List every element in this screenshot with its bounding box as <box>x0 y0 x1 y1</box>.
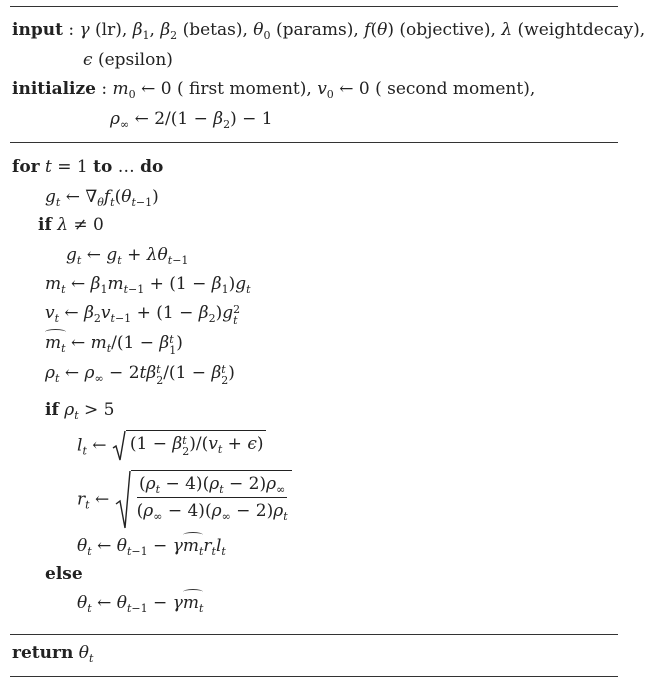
input-keyword: input <box>12 20 63 40</box>
weightdecay-label: (weightdecay), <box>517 20 646 40</box>
first-moment-label: ( first moment), <box>176 79 312 99</box>
betas-label: (betas) <box>182 20 243 40</box>
epsilon-line: ϵ (epsilon) <box>83 50 173 70</box>
return-line: return $\theta_t$ <box>12 643 94 665</box>
initialize-keyword: initialize <box>12 79 96 99</box>
first-moment-update: $m_t$ ← $\beta_1m_{t-1} + (1 - \beta_1)g_t$ <box>45 274 251 296</box>
if-keyword: if <box>38 215 52 235</box>
if-lambda-line: if λ ≠ 0 <box>38 215 104 235</box>
if-rho-line: if $\rho_t > 5$ <box>45 400 115 422</box>
if-rho-keyword: if <box>45 400 59 420</box>
weight-decay-line: $g_t$ ← $g_t + \lambda\theta_{t-1}$ <box>66 245 189 267</box>
input-line: input : γ (lr), $\beta_1$, $\beta_2$ (betas), $\theta_0$ (params), f(θ) (objective), λ (weightdecay), <box>12 20 646 42</box>
objective-label: (objective) <box>399 20 491 40</box>
top-rule <box>10 6 618 7</box>
theta-update-plain: $\theta_t$ ← $\theta_{t-1} - \gamma m_t$ <box>77 593 204 615</box>
bias-correction-line: $m_t$ ← $m_t/(1 - \beta$ t 1 ) <box>45 333 183 357</box>
epsilon-label: (epsilon) <box>97 50 173 70</box>
for-line: for t = 1 to … do <box>12 157 164 177</box>
initialize-line: initialize : $m_0$ ← 0 ( first moment), $v_0$ ← 0 ( second moment), <box>12 79 536 101</box>
do-keyword: do <box>140 157 164 177</box>
for-keyword: for <box>12 157 40 177</box>
to-keyword: to <box>93 157 113 177</box>
rho-t-line: $\rho_t$ ← $\rho_\infty - 2t\beta$ t 2 /(1 − β t 2 ) <box>45 363 235 387</box>
gradient-line: $g_t$ ← $\nabla_\theta f_t(\theta_{t-1})$ <box>45 187 159 209</box>
second-moment-label: ( second moment), <box>375 79 536 99</box>
params-label: (params) <box>275 20 354 40</box>
else-keyword: else <box>45 564 83 584</box>
lt-line: $l_t$ ← (1 − β t 2 )$/(v_t + \epsilon)$ <box>77 430 266 462</box>
theta-update-rect: $\theta_t$ ← $\theta_{t-1} - \gamma m_tr_tl_t$ <box>77 536 226 558</box>
rt-line: $r_t$ ← $\frac{(\rho_t - 4)(\rho_t - 2)\rho_\infty}{(\rho_\infty - 4)(\rho_\infty - 2)\rho_t}$ <box>77 470 292 530</box>
return-keyword: return <box>12 643 74 663</box>
else-line <box>45 563 83 585</box>
rule-after-loop <box>10 634 618 635</box>
rho-inf-line: $\rho_\infty$ ← $2/(1 - \beta_2) - 1$ <box>110 109 273 131</box>
lr-label: (lr) <box>95 20 122 40</box>
rule-after-init <box>10 142 618 143</box>
bottom-rule <box>10 676 618 677</box>
second-moment-update: $v_t$ ← $\beta_2v_{t-1} + (1 - \beta_2)g$ 2 t <box>45 303 241 327</box>
